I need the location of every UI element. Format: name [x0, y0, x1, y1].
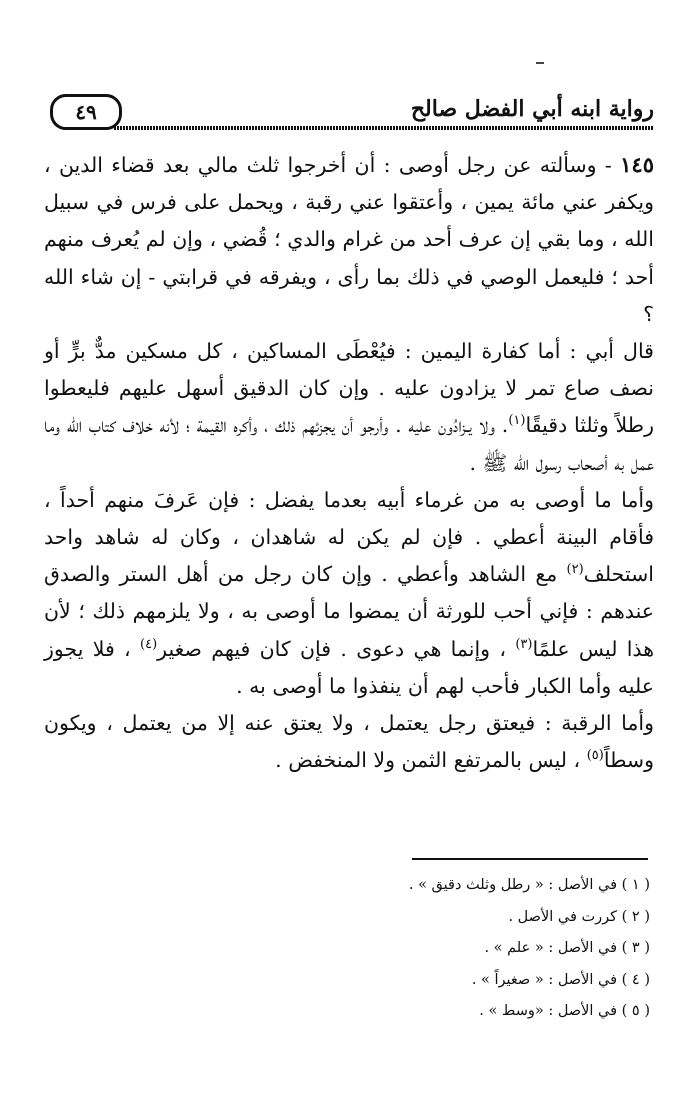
footnote-ref: (١)	[508, 413, 526, 429]
footnote-ref: (٤)	[140, 636, 158, 652]
page-number-badge	[50, 94, 122, 130]
paragraph-text: ، فلا يجوز عليه وأما الكبار فأحب لهم أن ينفذوا ما أوصى به .	[44, 636, 654, 698]
running-title: رواية ابنه أبي الفضل صالح	[410, 96, 654, 122]
footnote-3: ( ٣ ) في الأصل : « علم » .	[484, 940, 650, 956]
page-number: ٤٩	[75, 100, 97, 124]
paragraph-text: وأما ما أوصى به من غرماء أبيه بعدما يفضل : فإن عَرفَ منهم أحداً ، فأقام البينة أعطي . فإن لم يكن له شاهدان ، وكان له شاهد واحد استحلف	[44, 487, 654, 587]
footnote-ref: (٣)	[515, 636, 533, 652]
footnote-separator	[412, 858, 648, 860]
paragraph-slave	[44, 705, 654, 779]
paragraph-text: - وسألته عن رجل أوصى : أن أخرجوا ثلث مالي بعد قضاء الدين ، ويكفر عني مائة يمين ، وأعتقوا عني رقبة ، ويحمل على فرس في سبيل الله ، وما بقي إن عرف أحد من غرام والدي ؛ قُضي ، وإن لم يُعرف منهم أحد ؛ فليعمل الوصي في ذلك بما رأى ، ويفرقه في قرابتي - إن شاء الله ؟	[44, 153, 654, 326]
footnote-2: ( ٢ ) كررت في الأصل .	[508, 908, 650, 925]
paragraph-text: ، وإنما هي دعوى . فإن كان فيهم صغير	[157, 636, 506, 661]
footnote-4: ( ٤ ) في الأصل : « صغيراً » .	[471, 971, 650, 988]
paragraph-text: وأما الرقبة : فيعتق رجل يعتمل ، ولا يعتق عنه إلا من يعتمل ، ويكون وسطاً	[44, 711, 654, 773]
footnote-ref: (٢)	[566, 562, 584, 578]
footnote-ref: (٥)	[586, 748, 604, 764]
main-text	[44, 146, 654, 779]
item-number: ١٤٥	[620, 152, 654, 177]
paragraph-text: ، ليس بالمرتفع الثمن ولا المنخفض .	[275, 748, 581, 773]
paragraph-oath-expiation	[44, 333, 654, 482]
paragraph-text: قال أبي : أما كفارة اليمين : فيُعْطَى المساكين ، كل مسكين مدٌّ برٍّ أو نصف صاع تمر لا يزادون عليه . وإن كان الدقيق أسهل عليهم فليعطوا رطلاً وثلثا دقيقًا	[44, 339, 654, 438]
paragraph-text: مع الشاهد وأعطي . وإن كان رجل من أهل الستر والصدق عندهم : فإني أحب للورثة أن يمضوا ما أوصى به ، ولا يلزمهم ذلك ؛ لأن هذا ليس علمًا	[44, 562, 655, 661]
paragraph-question	[44, 146, 654, 333]
paragraph-text: . ولا يـزادُون عليه . وأرجو أن يجزئهم ذلك ، وأكره القيمة ؛ لأنه خلاف كتاب الله وما عمل به أصحاب رسول الله ﷺ .	[44, 413, 654, 475]
header-rule	[114, 126, 654, 130]
footnotes	[90, 870, 650, 1028]
paragraph-creditors	[44, 482, 654, 705]
page-header	[44, 92, 654, 132]
scan-mark	[536, 62, 544, 64]
footnote-1: ( ١ ) في الأصل : « رطل وثلث دقيق » .	[408, 877, 650, 893]
footnote-5: ( ٥ ) في الأصل : «وسط » .	[479, 1003, 650, 1019]
